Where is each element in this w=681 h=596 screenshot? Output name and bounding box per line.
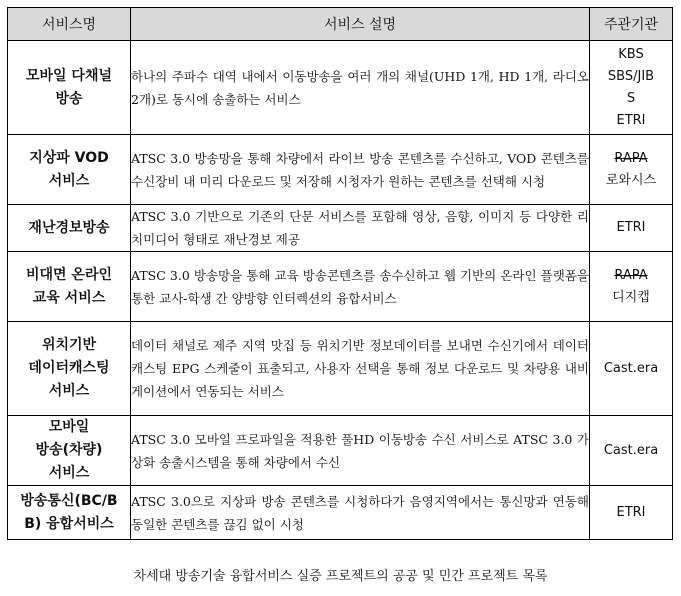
service-table [7,7,673,540]
header-organization: 주관기관 [590,8,673,41]
table-row [8,41,673,135]
table-row [8,416,673,486]
service-name-cell [8,416,131,486]
service-description-cell: ATSC 3.0으로 지상파 방송 콘텐츠를 시청하다가 음영지역에서는 통신망과 연동해 동일한 콘텐츠를 끊김 없이 시청 [131,486,590,540]
organization-cell [590,135,673,205]
service-name-line: 데이터캐스팅 [28,360,110,376]
service-name-cell [8,322,131,416]
header-service-name: 서비스명 [8,8,131,41]
service-name-line: 서비스 [48,383,90,399]
organization-line: KBS [618,46,644,62]
organization-line: S [626,90,636,106]
service-description-cell: ATSC 3.0 방송망을 통해 교육 방송콘텐츠를 송수신하고 웹 기반의 온라인 플랫폼을 통한 교사-학생 간 양방향 인터렉션의 융합서비스 [131,252,590,322]
organization-line: Cast.era [603,442,659,458]
organization-cell [590,252,673,322]
service-name-cell [8,252,131,322]
header-row [8,8,673,41]
service-name-cell [8,135,131,205]
organization-line: SBS/JIB [607,68,655,84]
header-service-desc: 서비스 설명 [131,8,590,41]
service-name-line: 모바일 [48,419,90,435]
service-name-line: B) 융합서비스 [24,515,114,532]
service-name-cell [8,205,131,252]
service-name-line: 위치기반 [41,337,97,353]
service-description-cell: ATSC 3.0 기반으로 기존의 단문 서비스를 포함해 영상, 음향, 이미지 등 다양한 리치미디어 형태로 재난경보 제공 [131,205,590,252]
organization-cell [590,41,673,135]
service-description-cell: 하나의 주파수 대역 내에서 이동방송을 여러 개의 채널(UHD 1개, HD 1개, 라디오 2개)로 동시에 송출하는 서비스 [131,41,590,135]
service-name-line: 모바일 다채널 [25,67,113,84]
service-description-cell: 데이터 채널로 제주 지역 맛집 등 위치기반 정보데이터를 보내면 수신기에서 데이터캐스팅 EPG 스케줄이 표출되고, 사용자 선택을 통해 정보 다운로드 및 차량용 내비게이션에서 연동되는 서비스 [131,322,590,416]
table-row [8,322,673,416]
organization-line: ETRI [616,220,646,235]
organization-line: ETRI [616,504,646,520]
service-name-line: 비대면 온라인 [25,266,113,283]
table-row [8,252,673,322]
organization-cell [590,322,673,416]
service-description-cell: ATSC 3.0 방송망을 통해 차량에서 라이브 방송 콘텐츠를 수신하고, VOD 콘텐츠를 수신장비 내 미리 다운로드 및 저장해 시청자가 원하는 콘텐츠를 선택해 시청 [131,135,590,205]
service-name-line: 방송 [55,90,83,107]
service-name-line: 교육 서비스 [32,289,106,306]
organization-line: Cast.era [603,360,659,376]
table-row [8,135,673,205]
organization-line: 로와시스 [605,172,657,188]
service-name-line: 서비스 [48,465,90,481]
table-row [8,486,673,540]
service-description-cell: ATSC 3.0 모바일 프로파일을 적용한 풀HD 이동방송 수신 서비스로 ATSC 3.0 가상화 송출시스템을 통해 차량에서 수신 [131,416,590,486]
service-name-line: 지상파 VOD [29,149,109,166]
organization-cell [590,205,673,252]
service-name-line: 서비스 [48,172,90,189]
service-name-line: 재난경보방송 [28,219,110,236]
organization-cell [590,486,673,540]
organization-cell [590,416,673,486]
service-name-cell [8,41,131,135]
organization-line: ETRI [616,112,646,128]
table-caption: 차세대 방송기술 융합서비스 실증 프로젝트의 공공 및 민간 프로젝트 목록 [133,569,548,584]
service-name-line: 방송통신(BC/B [20,492,118,509]
table-row [8,205,673,252]
service-name-cell [8,486,131,540]
service-name-line: 방송(차량) [35,442,103,458]
struck-organization: RAPA [614,150,648,166]
organization-line: 디지캡 [612,289,650,305]
struck-organization: RAPA [614,267,648,283]
